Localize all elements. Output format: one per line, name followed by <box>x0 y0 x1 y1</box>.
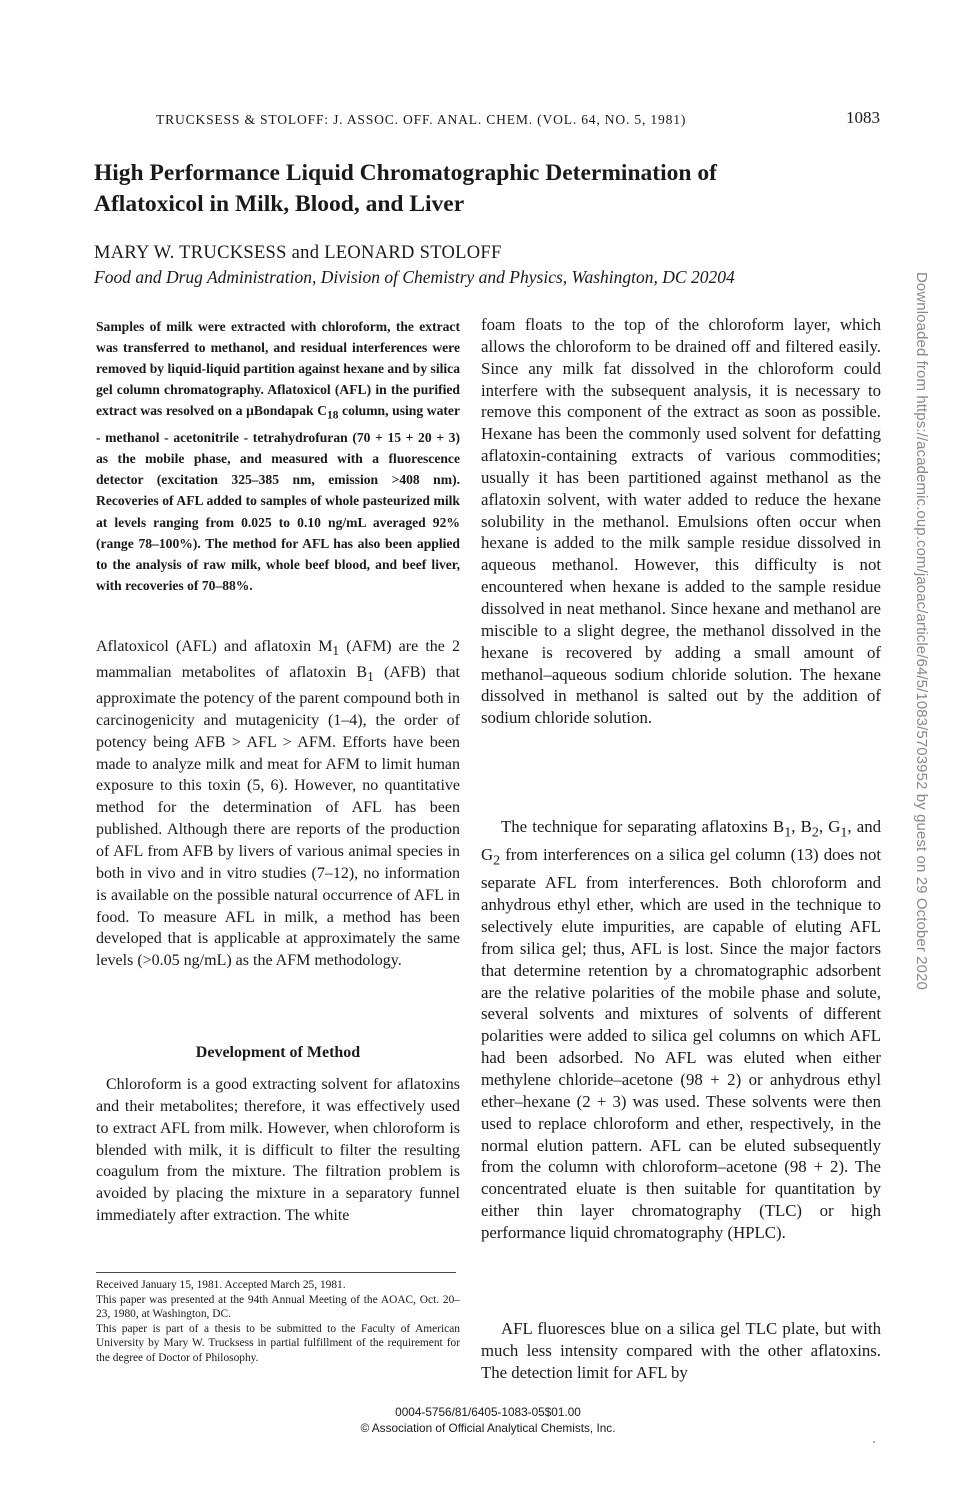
intro-subscript-2: 1 <box>367 669 374 685</box>
imprint <box>0 1404 976 1436</box>
intro-text-1: Aflatoxicol (AFL) and aflatoxin M <box>96 638 333 655</box>
right-paragraph-1: foam floats to the top of the chloroform layer, which allows the chloroform to be drained off and filtered easily. Since any milk fat dissolved in the chloroform could interfere with the subsequent analysis, it is necessary to remove this component of the extract as soon as possible. Hexane has been the commonly used solvent for defatting aflatoxin-containing extracts of various commodities; usually it has been partitioned against methanol as the aflatoxin solvent, with water added to reduce the hexane solubility in the methanol. Emulsions often occur when hexane is added to the milk sample residue dissolved in aqueous methanol. However, this difficulty is not encountered when hexane is added to the sample residue dissolved in neat methanol. Since hexane and methanol are miscible to a slight degree, the methanol dissolved in the hexane is recovered by adding a small amount of methanol–aqueous sodium chloride solution. The hexane dissolved in methanol is salted out by the addition of sodium chloride solution. <box>481 315 881 728</box>
right-p2-text-1: The technique for separating aflatoxins B <box>501 817 785 836</box>
right-paragraph-2 <box>481 816 881 1244</box>
footnote-divider <box>96 1272 456 1273</box>
intro-subscript-1: 1 <box>332 643 340 659</box>
article-title <box>94 158 854 220</box>
imprint-copyright: © Association of Official Analytical Chemists, Inc. <box>360 1421 616 1435</box>
footnotes <box>96 1278 460 1365</box>
right-p2-text-5: from interferences on a silica gel column (13) does not separate AFL from interferences. Both chloroform and anhydrous ethyl ether, which are used in the technique to selectively elute impurities, are capable of eluting AFL from silica gel; thus, AFL is lost. Since the major factors that determine retention by a chromatographic adsorbent are the relative polarities of the mobile phase and solute, several solvents and mixtures of solvents of different polarities were added to silica gel columns on which AFL had been adsorbed. No AFL was eluted when either methylene chloride–acetone (98 + 2) or anhydrous ethyl ether–hexane (2 + 3) was used. These solvents were then used to replace chloroform and ether, respectively, in the normal elution pattern. AFL can be eluted subsequently from the column with chloroform–acetone (98 + 2). The concentrated eluate is then suitable for quantitation by either thin layer chromatography (TLC) or high performance liquid chromatography (HPLC). <box>481 845 881 1242</box>
introduction-paragraph <box>96 636 460 972</box>
abstract-subscript: 18 <box>327 410 339 423</box>
right-p2-text-2: , B <box>791 817 812 836</box>
page-number: 1083 <box>846 108 880 127</box>
download-watermark[interactable]: Downloaded from https://academic.oup.com/jaoac/article/64/5/1083/5703952 by guest on 29 October 2020 <box>913 272 930 990</box>
right-p2-sub-1: 1 <box>784 825 792 841</box>
footnote-received: Received January 15, 1981. Accepted March 25, 1981. <box>96 1279 346 1291</box>
intro-text-2: (AFM) are the 2 mammalian metabolites of aflatoxin B <box>96 638 460 682</box>
abstract-text-1: Samples of milk were extracted with chloroform, the extract was transferred to methanol, and residual interferences were removed by liquid-liquid partition against hexane and by silica gel column chromatography. Aflatoxicol (AFL) in the purified extract was resolved on a μBondapak C <box>96 319 460 419</box>
footnote-thesis: This paper is part of a thesis to be submitted to the Faculty of American University by Mary W. Trucksess in partial fulfillment of the requirement for the degree of Doctor of Philosophy. <box>96 1322 460 1364</box>
section-heading: Development of Method <box>195 1044 361 1061</box>
right-p2-text-3: , G <box>818 817 841 836</box>
abstract <box>96 316 460 596</box>
authors: MARY W. TRUCKSESS and LEONARD STOLOFF <box>94 243 502 263</box>
abstract-text-2: column, using water - methanol - acetonitrile - tetrahydrofuran (70 + 15 + 20 + 3) as the mobile phase, and measured with a fluorescence detector (excitation 325–385 nm, emission >408 nm). Recoveries of AFL added to samples of whole pasteurized milk at levels ranging from 0.025 to 0.10 ng/mL averaged 92% (range 78–100%). The method for AFL has also been applied to the analysis of raw milk, whole beef blood, and beef liver, with recoveries of 70–88%. <box>96 403 460 593</box>
right-p2-sub-2: 2 <box>811 825 819 841</box>
running-head: TRUCKSESS & STOLOFF: J. ASSOC. OFF. ANAL. CHEM. (VOL. 64, NO. 5, 1981) <box>156 112 687 127</box>
scan-speck <box>873 1441 875 1443</box>
development-paragraph: Chloroform is a good extracting solvent for aflatoxins and their metabolites; therefore, it was effectively used to extract AFL from milk. However, when chloroform is blended with milk, it is difficult to filter the resulting coagulum from the mixture. The filtration problem is avoided by placing the mixture in a separatory funnel immediately after extraction. The white <box>96 1076 460 1225</box>
title-line-1: High Performance Liquid Chromatographic Determination of <box>94 160 717 186</box>
right-p2-sub-4: 2 <box>493 853 501 869</box>
imprint-code: 0004-5756/81/6405-1083-05$01.00 <box>395 1405 581 1419</box>
title-line-2: Aflatoxicol in Milk, Blood, and Liver <box>94 191 465 217</box>
intro-text-3: (AFB) that approximate the potency of the parent compound both in carcinogenicity and mutagenicity (1–4), the order of potency being AFB > AFL > AFM. Efforts have been made to analyze milk and meat for AFM to limit human exposure to this toxin (5, 6). However, no quantitative method for the determination of AFL has been published. Although there are reports of the production of AFL from AFB by livers of various animal species in both in vivo and in vitro studies (7–12), no information is available on the possible natural occurrence of AFL in food. To measure AFL in milk, a method has been developed that is applicable at approximately the same levels (>0.05 ng/mL) as the AFM methodology. <box>96 664 461 970</box>
right-p2-text-4: , and G <box>481 817 881 865</box>
affiliation: Food and Drug Administration, Division of Chemistry and Physics, Washington, DC 20204 <box>94 267 735 287</box>
footnote-presented: This paper was presented at the 94th Annual Meeting of the AOAC, Oct. 20–23, 1980, at Washington, DC. <box>96 1293 460 1320</box>
right-paragraph-3: AFL fluoresces blue on a silica gel TLC plate, but with much less intensity compared with the other aflatoxins. The detection limit for AFL by <box>481 1319 881 1382</box>
right-p2-sub-3: 1 <box>840 825 848 841</box>
